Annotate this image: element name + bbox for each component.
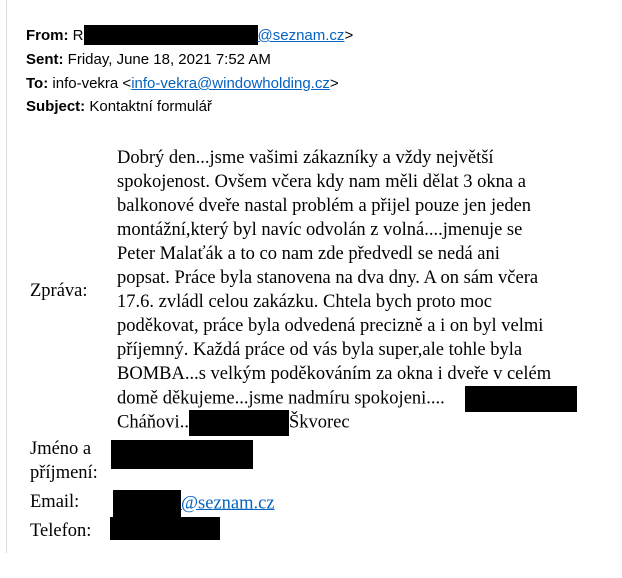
message-line: poděkovat, práce byla odvedená precizně a i on byl velmi — [117, 316, 544, 336]
email-link[interactable]: @seznam.cz — [181, 493, 275, 514]
subject-label: Subject: — [26, 98, 86, 115]
to-email-link[interactable]: info-vekra@windowholding.cz — [131, 75, 330, 92]
telefon-label: Telefon: — [30, 521, 92, 541]
redacted-block — [465, 386, 577, 412]
redacted-phone — [110, 517, 220, 540]
message-line: balkonové dveře nastal problém a přijel pouze jen jeden — [117, 196, 532, 216]
to-close: > — [329, 75, 339, 92]
redacted-block — [113, 490, 181, 518]
message-line: BOMBA...s velkým poděkováním za okna i dveře v celém — [117, 364, 552, 384]
from-email-link[interactable]: @seznam.cz — [257, 27, 345, 44]
left-border — [6, 0, 7, 553]
sent-row — [26, 51, 271, 69]
from-close: > — [344, 27, 354, 44]
to-row — [26, 75, 339, 93]
message-line — [117, 410, 597, 434]
message-body — [117, 146, 597, 434]
message-line-text: Škvorec — [288, 412, 350, 433]
redacted-name — [111, 440, 253, 469]
sent-value: Friday, June 18, 2021 7:52 AM — [67, 51, 271, 68]
redacted-block — [189, 410, 289, 436]
message-line-text: Cháňovi.. — [117, 412, 189, 433]
message-line: popsat. Práce byla stanovena na dva dny. A on sám včera — [117, 268, 539, 288]
message-line: spokojenost. Ovšem včera kdy nam měli dělat 3 okna a — [117, 172, 526, 192]
email-value — [113, 490, 275, 518]
redacted-block — [84, 25, 258, 45]
message-line: příjemný. Každá práce od vás byla super,ale tohle byla — [117, 340, 523, 360]
sent-label: Sent: — [26, 51, 64, 68]
message-line: montážní,který byl navíc odvolán z volná....jmenuje se — [117, 220, 523, 240]
jmeno-label-line1: Jméno a — [30, 439, 92, 459]
subject-row — [26, 98, 212, 116]
message-line: Dobrý den...jsme vašimi zákazníky a vždy největší — [117, 148, 494, 168]
subject-value: Kontaktní formulář — [89, 98, 212, 115]
message-line — [117, 386, 597, 410]
from-name-initial: R — [72, 27, 84, 44]
to-name: info-vekra < — [52, 75, 132, 92]
email-label: Email: — [30, 492, 80, 512]
to-label: To: — [26, 75, 49, 92]
message-line-text: domě děkujeme...jsme nadmíru spokojeni.... — [117, 388, 445, 409]
jmeno-label-line2: příjmení: — [30, 463, 98, 483]
message-line: Peter Malaťák a to co nam zde předvedl se nedá ani — [117, 244, 500, 264]
from-label: From: — [26, 27, 69, 44]
message-line: 17.6. zvládl celou zakázku. Chtela bych proto moc — [117, 292, 493, 312]
zprava-label: Zpráva: — [30, 281, 88, 301]
from-row — [26, 27, 353, 45]
